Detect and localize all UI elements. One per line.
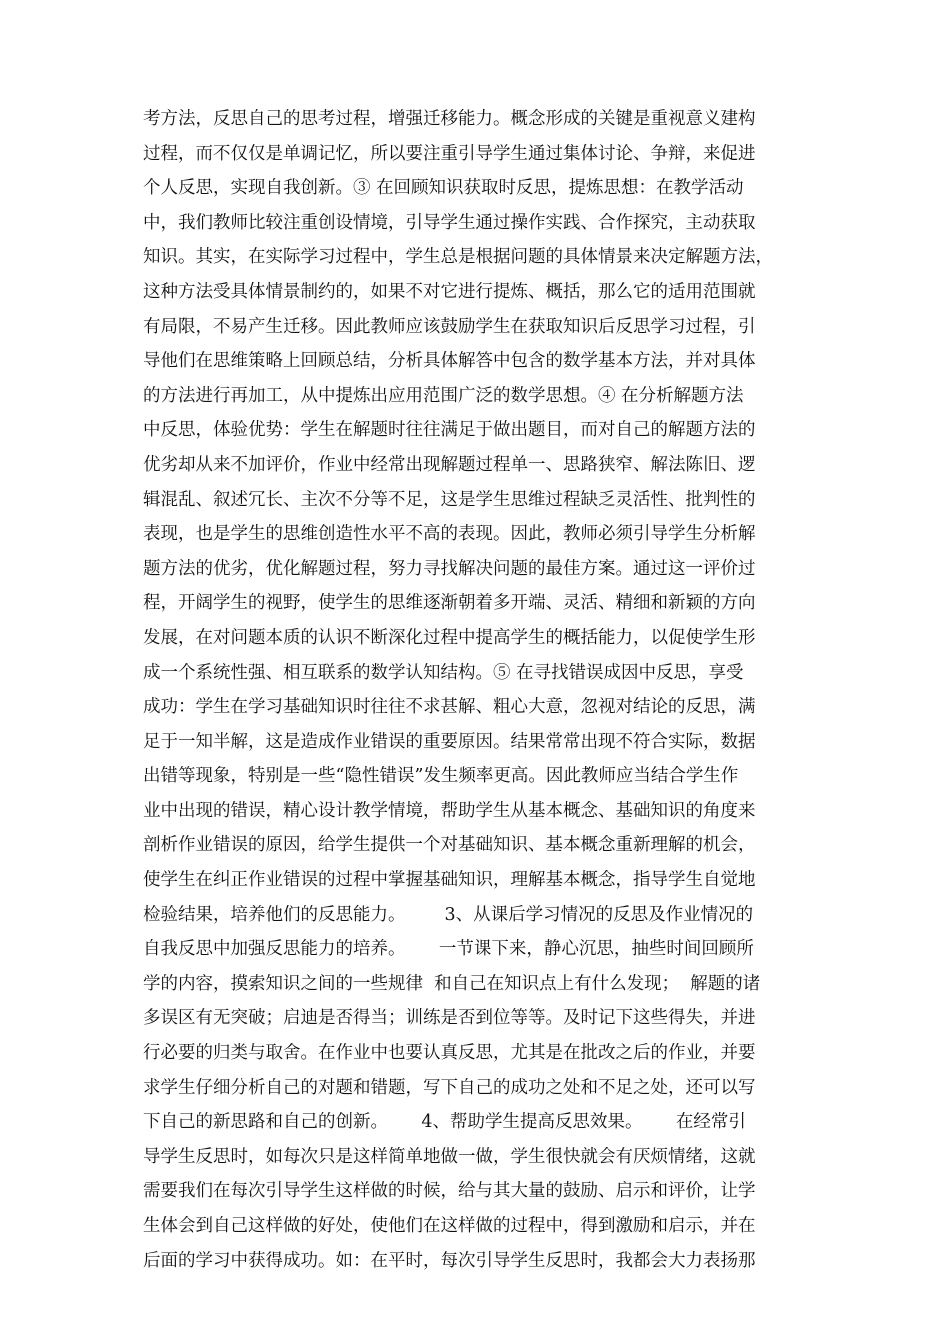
text-line: 知识。其实，在实际学习过程中，学生总是根据问题的具体情景来决定解题方法， bbox=[143, 247, 773, 268]
text-line: 成一个系统性强、相互联系的数学认知结构。⑤ 在寻找错误成因中反思，享受 bbox=[143, 662, 744, 683]
text-line: 学的内容，摸索知识之间的一些规律 和自己在知识点上有什么发现； 解题的诸 bbox=[143, 973, 761, 994]
text-line: 下自己的新思路和自己的创新。 4、帮助学生提高反思效果。 在经常引 bbox=[143, 1112, 746, 1133]
text-line: 业中出现的错误，精心设计教学情境，帮助学生从基本概念、基础知识的角度来 bbox=[143, 800, 756, 821]
text-line: 成功：学生在学习基础知识时往往不求甚解、粗心大意，忽视对结论的反思，满 bbox=[143, 697, 756, 718]
text-line: 出错等现象，特别是一些“隐性错误”发生频率更高。因此教师应当结合学生作 bbox=[143, 766, 739, 787]
text-line: 过程，而不仅仅是单调记忆，所以要注重引导学生通过集体讨论、争辩，来促进 bbox=[143, 143, 756, 164]
text-line: 生体会到自己这样做的好处，使他们在这样做的过程中，得到激励和启示，并在 bbox=[143, 1216, 756, 1236]
text-line: 求学生仔细分析自己的对题和错题，写下自己的成功之处和不足之处，还可以写 bbox=[143, 1077, 756, 1098]
text-line: 自我反思中加强反思能力的培养。 一节课下来，静心沉思，抽些时间回顾所 bbox=[143, 939, 754, 960]
text-line: 多误区有无突破；启迪是否得当；训练是否到位等等。及时记下这些得失，并进 bbox=[143, 1008, 756, 1029]
text-line: 中，我们教师比较注重创设情境，引导学生通过操作实践、合作探究，主动获取 bbox=[143, 212, 756, 233]
text-line: 优劣却从来不加评价，作业中经常出现解题过程单一、思路狭窄、解法陈旧、逻 bbox=[143, 454, 756, 475]
text-line: 导学生反思时，如每次只是这样简单地做一做，学生很快就会有厌烦情绪，这就 bbox=[143, 1146, 756, 1167]
text-line: 表现，也是学生的思维创造性水平不高的表现。因此，教师必须引导学生分析解 bbox=[143, 524, 756, 545]
text-line: 程，开阔学生的视野，使学生的思维逐渐朝着多开端、灵活、精细和新颖的方向 bbox=[143, 593, 756, 614]
text-line: 剖析作业错误的原因，给学生提供一个对基础知识、基本概念重新理解的机会， bbox=[143, 835, 756, 856]
text-line: 发展，在对问题本质的认识不断深化过程中提高学生的概括能力，以促使学生形 bbox=[143, 627, 756, 648]
text-line: 需要我们在每次引导学生这样做的时候，给与其大量的鼓励、启示和评价，让学 bbox=[143, 1181, 756, 1202]
text-line: 辑混乱、叙述冗长、主次不分等不足，这是学生思维过程缺乏灵活性、批判性的 bbox=[143, 489, 756, 510]
text-line: 检验结果，培养他们的反思能力。 3、从课后学习情况的反思及作业情况的 bbox=[143, 904, 754, 925]
text-line: 足于一知半解，这是造成作业错误的重要原因。结果常常出现不符合实际，数据 bbox=[143, 731, 756, 752]
text-line: 导他们在思维策略上回顾总结，分析具体解答中包含的数学基本方法，并对具体 bbox=[143, 351, 756, 372]
text-line: 行必要的归类与取舍。在作业中也要认真反思，尤其是在批改之后的作业，并要 bbox=[143, 1043, 756, 1064]
text-line: 题方法的优劣，优化解题过程，努力寻找解决问题的最佳方案。通过这一评价过 bbox=[143, 558, 756, 579]
text-line: 使学生在纠正作业错误的过程中掌握基础知识，理解基本概念，指导学生自觉地 bbox=[143, 870, 756, 891]
text-line: 考方法，反思自己的思考过程，增强迁移能力。概念形成的关键是重视意义建构 bbox=[143, 109, 756, 129]
body-text bbox=[143, 102, 823, 1278]
text-line: 的方法进行再加工，从中提炼出应用范围广泛的数学思想。④ 在分析解题方法 bbox=[143, 385, 744, 406]
text-line: 个人反思，实现自我创新。③ 在回顾知识获取时反思，提炼思想：在教学活动 bbox=[143, 178, 744, 199]
text-line: 中反思，体验优势：学生在解题时往往满足于做出题目，而对自己的解题方法的 bbox=[143, 420, 756, 441]
text-line: 这种方法受具体情景制约的，如果不对它进行提炼、概括，那么它的适用范围就 bbox=[143, 281, 756, 302]
text-line: 后面的学习中获得成功。如：在平时，每次引导学生反思时，我都会大力表扬那 bbox=[143, 1250, 756, 1271]
text-line: 有局限，不易产生迁移。因此教师应该鼓励学生在获取知识后反思学习过程，引 bbox=[143, 316, 756, 337]
